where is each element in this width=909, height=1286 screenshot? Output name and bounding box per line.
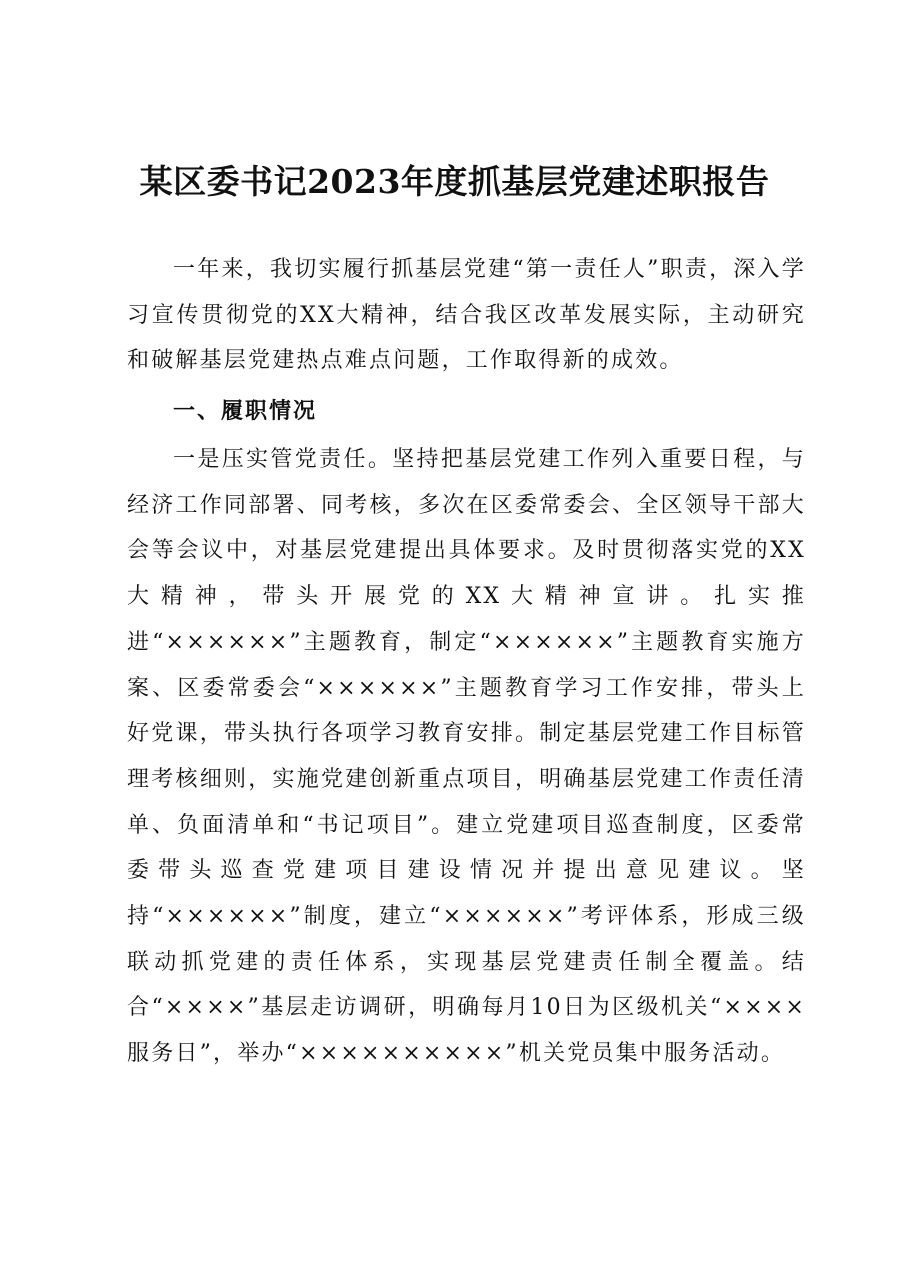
section-paragraph: 一是压实管党责任。坚持把基层党建工作列入重要日程，与经济工作同部署、同考核，多次在区委常委会、全区领导干部大会等会议中，对基层党建提出具体要求。及时贯彻落实党的XX大精神，带头开展党的XX大精神宣讲。扎实推进“××××××”主题教育，制定“××××××”主题教育实施方案、区委常委会“××××××”主题教育学习工作安排，带头上好党课，带头执行各项学习教育安排。制定基层党建工作目标管理考核细则，实施党建创新重点项目，明确基层党建工作责任清单、负面清单和“书记项目”。建立党建项目巡查制度，区委常委带头巡查党建项目建设情况并提出意见建议。坚持“××××××”制度，建立“××××××”考评体系，形成三级联动抓党建的责任体系，实现基层党建责任制全覆盖。结合“××××”基层走访调研，明确每月10日为区级机关“××××服务日”，举办“××××××××××”机关党员集中服务活动。 — [127, 447, 806, 1067]
intro-paragraph: 一年来，我切实履行抓基层党建“第一责任人”职责，深入学习宣传贯彻党的XX大精神，结合我区改革发展实际，主动研究和破解基层党建热点难点问题，工作取得新的成效。 — [127, 257, 806, 374]
document-title: 某区委书记2023年度抓基层党建述职报告 — [139, 162, 770, 201]
section-heading-performance: 一、履职情况 — [173, 399, 318, 424]
